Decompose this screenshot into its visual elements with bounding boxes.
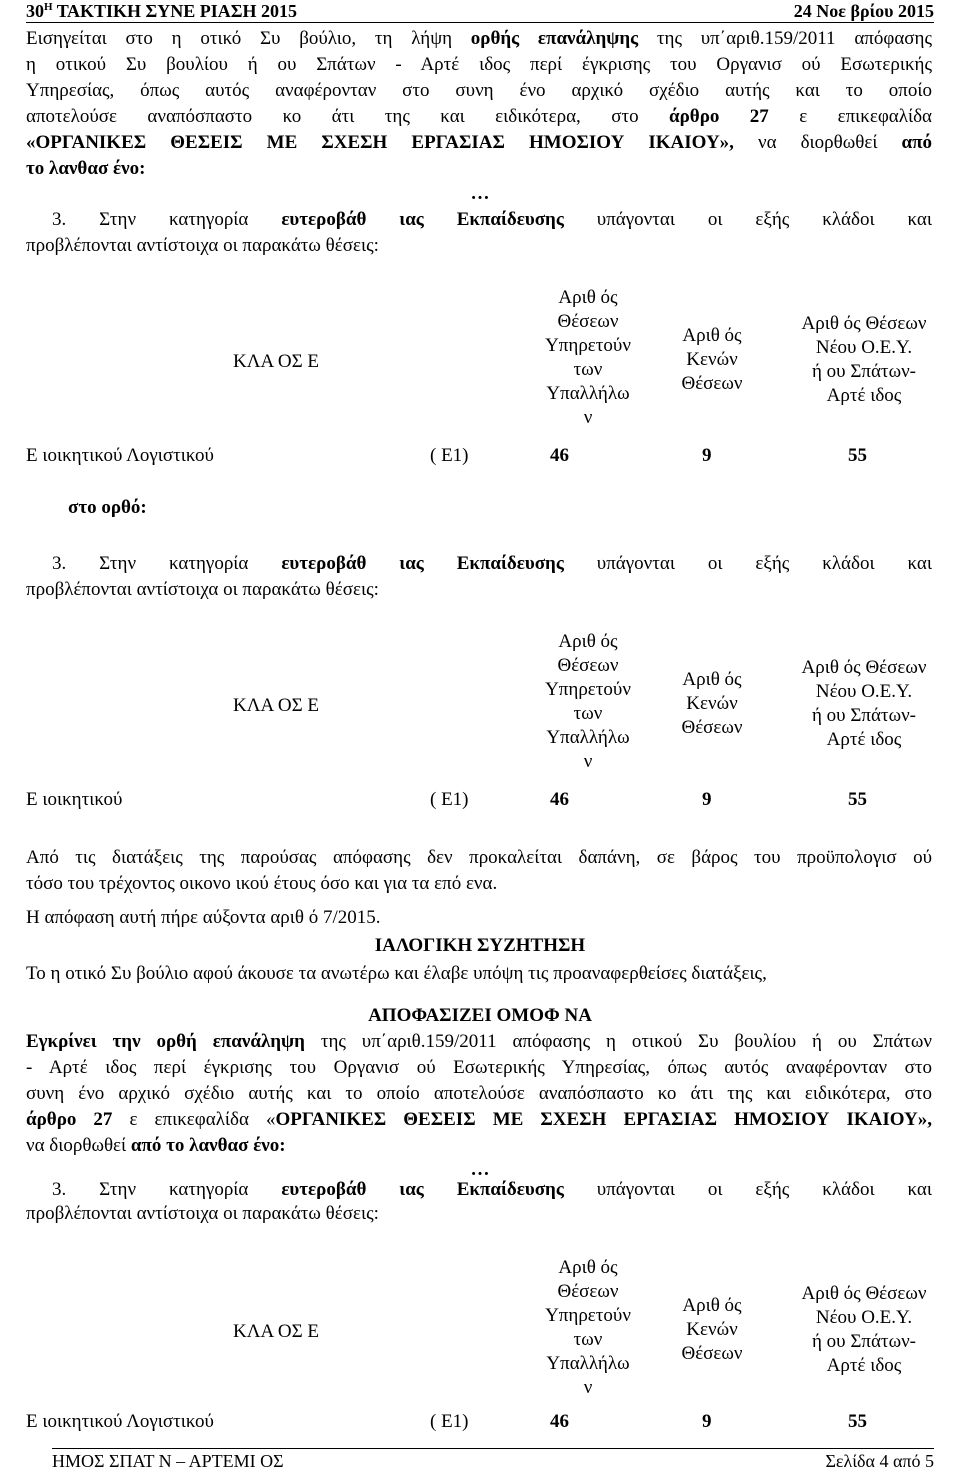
approve-line-2: - Αρτέ ιδος περί έγκρισης του Οργανισ ού Εσωτερικής Υπηρεσίας, όπως αυτός αναφέρονταν στο <box>26 1057 932 1078</box>
discussion-title: ΙΑΛΟΓΙΚΗ ΣΥΖΗΤΗΣΗ <box>374 935 586 956</box>
klados-header: ΚΛΑ ΟΣ Ε <box>232 695 320 716</box>
klados-header: ΚΛΑ ΟΣ Ε <box>232 351 320 372</box>
positions-table-2 <box>26 628 932 812</box>
positions-table-3 <box>26 1254 932 1438</box>
category-line-2c: προβλέπονται αντίστοιχα οι παρακάτω θέσεις: <box>26 1203 379 1224</box>
positions-table-1 <box>26 284 932 468</box>
session-date: 24 Νοε βρίου 2015 <box>793 1 934 21</box>
category-line-1: 3. Στην κατηγορία ευτεροβάθ ιας Εκπαίδευσης υπάγονται οι εξής κλάδοι και <box>52 209 932 230</box>
correct-label: στο ορθό: <box>68 497 147 518</box>
intro-line-6: το λανθασ ένο: <box>26 158 146 179</box>
intro-line-3: Υπηρεσίας, όπως αυτός αναφέρονταν στο συνη ένο αρχικό σχέδιο αυτής και το οποίο <box>26 80 932 101</box>
decision-number: Η απόφαση αυτή πήρε αύξοντα αριθ ό 7/2015. <box>26 907 381 928</box>
intro-line-4: αποτελούσε αναπόσπαστο κο άτι της και ειδικότερα, στο άρθρο 27 ε επικεφαλίδα <box>26 106 932 127</box>
cost-line-2: τόσο του τρέχοντος οικονο ικού έτους όσο και για τα επό ενα. <box>26 873 498 894</box>
new-header: Αριθ ός Θέσεων Νέου Ο.Ε.Υ. ή ου Σπάτων- Αρτέ ιδος <box>801 313 927 406</box>
page-header <box>26 0 934 23</box>
approve-line-5: να διορθωθεί από το λανθασ ένο: <box>26 1135 286 1156</box>
category-line-2b: προβλέπονται αντίστοιχα οι παρακάτω θέσεις: <box>26 579 379 600</box>
category-line-1b: 3. Στην κατηγορία ευτεροβάθ ιας Εκπαίδευσης υπάγονται οι εξής κλάδοι και <box>52 553 932 574</box>
page-number: Σελίδα 4 από 5 <box>825 1451 934 1471</box>
vacant-header: Αριθ ός Κενών Θέσεων <box>681 1295 743 1364</box>
vacant-header: Αριθ ός Κενών Θέσεων <box>681 325 743 394</box>
table-row: Ε ιοικητικού ( Ε1) 46 9 55 <box>26 789 867 810</box>
serving-header: Αριθ ός Θέσεων Υπηρετούν των Υπαλλήλω ν <box>545 631 631 772</box>
intro-line-5: «ΟΡΓΑΝΙΚΕΣ ΘΕΣΕΙΣ ΜΕ ΣΧΕΣΗ ΕΡΓΑΣΙΑΣ ΗΜΟΣΙΟΥ ΙΚΑΙΟΥ», να διορθωθεί από <box>26 132 932 153</box>
table-row: Ε ιοικητικού Λογιστικού ( Ε1) 46 9 55 <box>26 1411 867 1432</box>
vacant-header: Αριθ ός Κενών Θέσεων <box>681 669 743 738</box>
serving-header: Αριθ ός Θέσεων Υπηρετούν των Υπαλλήλω ν <box>545 287 631 428</box>
ellipsis-2: … <box>470 1159 490 1180</box>
ellipsis-1: … <box>470 183 490 204</box>
approve-line-1: Εγκρίνει την ορθή επανάληψη της υπ΄αριθ.159/2011 απόφασης η οτικού Συ βουλίου ή ου Σπάτων <box>26 1031 933 1052</box>
approve-line-4: άρθρο 27 ε επικεφαλίδα «ΟΡΓΑΝΙΚΕΣ ΘΕΣΕΙΣ ΜΕ ΣΧΕΣΗ ΕΡΓΑΣΙΑΣ ΗΜΟΣΙΟΥ ΙΚΑΙΟΥ», <box>26 1109 932 1130</box>
table-row: Ε ιοικητικού Λογιστικού ( Ε1) 46 9 55 <box>26 445 867 466</box>
intro-line-2: η οτικού Συ βουλίου ή ου Σπάτων - Αρτέ ιδος περί έγκρισης του Οργανισ ού Εσωτερικής <box>26 54 932 75</box>
page-footer <box>52 1448 934 1473</box>
new-header: Αριθ ός Θέσεων Νέου Ο.Ε.Υ. ή ου Σπάτων- Αρτέ ιδος <box>801 1283 927 1376</box>
approve-line-3: συνη ένο αρχικό σχέδιο αυτής και το οποίο αποτελούσε αναπόσπαστο κο άτι της και ειδικότερα, στο <box>26 1083 932 1104</box>
category-line-1c: 3. Στην κατηγορία ευτεροβάθ ιας Εκπαίδευσης υπάγονται οι εξής κλάδοι και <box>52 1179 932 1200</box>
klados-header: ΚΛΑ ΟΣ Ε <box>232 1321 320 1342</box>
serving-header: Αριθ ός Θέσεων Υπηρετούν των Υπαλλήλω ν <box>545 1257 631 1398</box>
category-line-2: προβλέπονται αντίστοιχα οι παρακάτω θέσεις: <box>26 235 379 256</box>
municipality-name: ΗΜΟΣ ΣΠΑΤ Ν – ΑΡΤΕΜΙ ΟΣ <box>52 1451 284 1471</box>
intro-line-1: Εισηγείται στο η οτικό Συ βούλιο, τη λήψη ορθής επανάληψης της υπ΄αριθ.159/2011 απόφασης <box>26 28 932 49</box>
council-text: Το η οτικό Συ βούλιο αφού άκουσε τα ανωτέρω και έλαβε υπόψη τις προαναφερθείσες διατάξεις, <box>26 963 767 984</box>
session-title: $30^H$ ΤΑΚΤΙΚΗ ΣΥΝΕ ΡΙΑΣΗ 2015 <box>26 1 298 21</box>
new-header: Αριθ ός Θέσεων Νέου Ο.Ε.Υ. ή ου Σπάτων- Αρτέ ιδος <box>801 657 927 750</box>
decides-title: ΑΠΟΦΑΣΙΖΕΙ ΟΜΟΦ ΝΑ <box>368 1005 592 1026</box>
cost-line-1: Από τις διατάξεις της παρούσας απόφασης δεν προκαλείται δαπάνη, σε βάρος του προϋπολογισ ού <box>26 847 932 868</box>
